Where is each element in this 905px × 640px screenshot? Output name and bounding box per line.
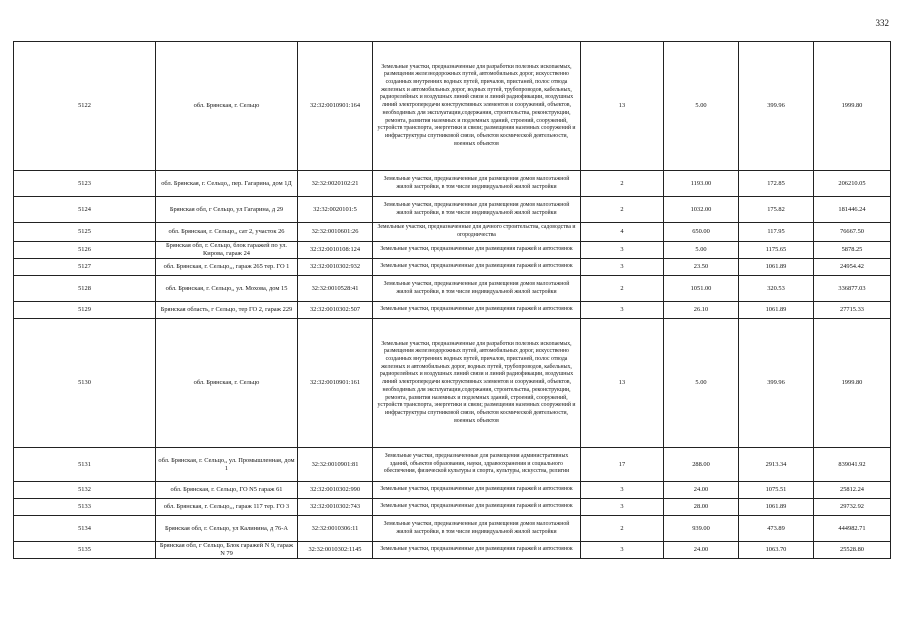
row-id: 5133 (14, 499, 156, 516)
table-row (14, 499, 891, 516)
cadastral-value-cell: 1999.80 (814, 319, 891, 448)
row-id: 5132 (14, 482, 156, 499)
area-cell: 24.00 (664, 542, 739, 559)
rate-cell: 172.85 (739, 171, 814, 197)
area-cell: 24.00 (664, 482, 739, 499)
table-row (14, 276, 891, 302)
cadastral-number-cell: 32:32:0010302:507 (298, 302, 373, 319)
land-use-cell: Земельные участки, предназначенные для размещения гаражей и автостоянок (373, 482, 581, 499)
cadastral-value-cell: 1999.80 (814, 42, 891, 171)
row-id: 5131 (14, 448, 156, 482)
use-code-cell: 2 (581, 276, 664, 302)
address-cell: обл. Брянская, г. Сельцо,,, гараж 265 тер. ГО 1 (156, 259, 298, 276)
cadastral-value-cell: 5878.25 (814, 242, 891, 259)
cadastral-number-cell: 32:32:0010901:161 (298, 319, 373, 448)
land-use-cell: Земельные участки, предназначенные для размещения гаражей и автостоянок (373, 259, 581, 276)
land-use-cell: Земельные участки, предназначенные для размещения гаражей и автостоянок (373, 242, 581, 259)
cadastral-value-cell: 181446.24 (814, 197, 891, 223)
row-id: 5135 (14, 542, 156, 559)
table-row (14, 516, 891, 542)
area-cell: 5.00 (664, 242, 739, 259)
address-cell: Брянская обл, г. Сельцо, блок гаражей по ул. Кирова, гараж 24 (156, 242, 298, 259)
use-code-cell: 4 (581, 223, 664, 242)
table-row (14, 302, 891, 319)
area-cell: 650.00 (664, 223, 739, 242)
area-cell: 5.00 (664, 42, 739, 171)
area-cell: 26.10 (664, 302, 739, 319)
address-cell: Брянская обл, г Сельцо, Блок гаражей N 9, гараж N 79 (156, 542, 298, 559)
cadastral-value-cell: 76667.50 (814, 223, 891, 242)
table-row (14, 223, 891, 242)
row-id: 5123 (14, 171, 156, 197)
use-code-cell: 2 (581, 197, 664, 223)
rate-cell: 399.96 (739, 42, 814, 171)
area-cell: 1193.00 (664, 171, 739, 197)
rate-cell: 473.89 (739, 516, 814, 542)
row-id: 5124 (14, 197, 156, 223)
cadastral-value-cell: 25812.24 (814, 482, 891, 499)
cadastral-number-cell: 32:32:0010901:81 (298, 448, 373, 482)
rate-cell: 1063.70 (739, 542, 814, 559)
page-number: 332 (875, 18, 889, 28)
row-id: 5122 (14, 42, 156, 171)
cadastral-number-cell: 32:32:0010302:990 (298, 482, 373, 499)
rate-cell: 175.82 (739, 197, 814, 223)
table-row (14, 242, 891, 259)
area-cell: 5.00 (664, 319, 739, 448)
use-code-cell: 17 (581, 448, 664, 482)
land-use-cell: Земельные участки, предназначенные для разработки полезных ископаемых, размещения железнодорожных путей, автомобильных дорог, искусственно созданных внутренних водных путей, причалов, пристаней, полос отвода железных и автомобильных дорог, водных путей, трубопроводов, кабельных, радиорелейных и воздушных линий связи и линий радиофикации, воздушных линий электропередачи конструктивных элементов и сооружений, объектов, необходимых для эксплуатации,содержания, строительства, реконструкции, ремонта, развития наземных и подземных зданий, строений, сооружений, устройств транспорта, энергетики и связи; размещения наземных сооружений и инфраструктуры спутниковой связи, объектов космической деятельности, военных объектов (373, 42, 581, 171)
cadastral-number-cell: 32:32:0010302:743 (298, 499, 373, 516)
cadastral-number-cell: 32:32:0010302:1145 (298, 542, 373, 559)
land-use-cell: Земельные участки, предназначенные для размещения гаражей и автостоянок (373, 499, 581, 516)
rate-cell: 320.53 (739, 276, 814, 302)
land-use-cell: Земельные участки, предназначенные для размещения домов малоэтажной жилой застройки, в том числе индивидуальной жилой застройки (373, 516, 581, 542)
use-code-cell: 13 (581, 319, 664, 448)
cadastral-number-cell: 32:32:0010901:164 (298, 42, 373, 171)
table-row (14, 319, 891, 448)
area-cell: 1051.00 (664, 276, 739, 302)
area-cell: 939.00 (664, 516, 739, 542)
cadastral-number-cell: 32:32:0010601:26 (298, 223, 373, 242)
table-row (14, 259, 891, 276)
cadastral-number-cell: 32:32:0010108:124 (298, 242, 373, 259)
cadastral-value-cell: 444982.71 (814, 516, 891, 542)
land-plots-table (13, 41, 891, 559)
use-code-cell: 3 (581, 542, 664, 559)
cadastral-value-cell: 336877.03 (814, 276, 891, 302)
cadastral-value-cell: 29732.92 (814, 499, 891, 516)
land-use-cell: Земельные участки, предназначенные для разработки полезных ископаемых, размещения железнодорожных путей, автомобильных дорог, искусственно созданных внутренних водных путей, причалов, пристаней, полос отвода железных и автомобильных дорог, водных путей, трубопроводов, кабельных, радиорелейных и воздушных линий связи и линий радиофикации, воздушных линий электропередачи конструктивных элементов и сооружений, объектов, необходимых для эксплуатации,содержания, строительства, реконструкции, ремонта, развития наземных и подземных зданий, строений, сооружений, устройств транспорта, энергетики и связи; размещения наземных сооружений и инфраструктуры спутниковой связи, объектов космической деятельности, военных объектов (373, 319, 581, 448)
table-row (14, 542, 891, 559)
use-code-cell: 3 (581, 482, 664, 499)
row-id: 5134 (14, 516, 156, 542)
cadastral-number-cell: 32:32:0010306:11 (298, 516, 373, 542)
row-id: 5130 (14, 319, 156, 448)
address-cell: Брянская обл, г Сельцо, ул Гагарина, д 29 (156, 197, 298, 223)
rate-cell: 2913.34 (739, 448, 814, 482)
land-use-cell: Земельные участки, предназначенные для размещения домов малоэтажной жилой застройки, в том числе индивидуальной жилой застройки (373, 197, 581, 223)
address-cell: обл. Брянская, г. Сельцо,, пер. Гагарина, дом 1Д (156, 171, 298, 197)
cadastral-number-cell: 32:32:0010302:932 (298, 259, 373, 276)
rate-cell: 117.95 (739, 223, 814, 242)
table-row (14, 197, 891, 223)
table-row (14, 171, 891, 197)
cadastral-value-cell: 839041.92 (814, 448, 891, 482)
rate-cell: 399.96 (739, 319, 814, 448)
cadastral-value-cell: 24954.42 (814, 259, 891, 276)
area-cell: 23.50 (664, 259, 739, 276)
address-cell: обл. Брянская, г. Сельцо,, ул. Мохова, дом 15 (156, 276, 298, 302)
use-code-cell: 3 (581, 259, 664, 276)
use-code-cell: 2 (581, 516, 664, 542)
address-cell: обл. Брянская, г. Сельцо,, ул. Промышленная, дом 1 (156, 448, 298, 482)
address-cell: обл. Брянская, г. Сельцо,,, гараж 117 тер. ГО 3 (156, 499, 298, 516)
row-id: 5125 (14, 223, 156, 242)
area-cell: 288.00 (664, 448, 739, 482)
area-cell: 28.00 (664, 499, 739, 516)
land-use-cell: Земельные участки, предназначенные для дачного строительства, садоводства и огородничества (373, 223, 581, 242)
land-use-cell: Земельные участки, предназначенные для размещения гаражей и автостоянок (373, 302, 581, 319)
address-cell: обл. Брянская, г. Сельцо (156, 42, 298, 171)
address-cell: обл. Брянская, г. Сельцо, ГО N5 гараж 61 (156, 482, 298, 499)
cadastral-value-cell: 206210.05 (814, 171, 891, 197)
row-id: 5129 (14, 302, 156, 319)
row-id: 5128 (14, 276, 156, 302)
land-use-cell: Земельные участки, предназначенные для размещения административных зданий, объектов образования, науки, здравоохранения и социального обеспечения, физической культуры и спорта, культуры, искусства, религии (373, 448, 581, 482)
row-id: 5126 (14, 242, 156, 259)
use-code-cell: 3 (581, 499, 664, 516)
rate-cell: 1175.65 (739, 242, 814, 259)
cadastral-value-cell: 27715.33 (814, 302, 891, 319)
table-row (14, 482, 891, 499)
address-cell: обл. Брянская, г. Сельцо (156, 319, 298, 448)
cadastral-number-cell: 32:32:0010528:41 (298, 276, 373, 302)
table-row (14, 448, 891, 482)
use-code-cell: 2 (581, 171, 664, 197)
use-code-cell: 3 (581, 242, 664, 259)
address-cell: Брянская обл, г. Сельцо, ул Калинина, д 76-А (156, 516, 298, 542)
land-use-cell: Земельные участки, предназначенные для размещения домов малоэтажной жилой застройки, в том числе индивидуальной жилой застройки (373, 171, 581, 197)
cadastral-value-cell: 25528.80 (814, 542, 891, 559)
land-use-cell: Земельные участки, предназначенные для размещения домов малоэтажной жилой застройки, в том числе индивидуальной жилой застройки (373, 276, 581, 302)
rate-cell: 1061.89 (739, 302, 814, 319)
table-row (14, 42, 891, 171)
land-use-cell: Земельные участки, предназначенные для размещения гаражей и автостоянок (373, 542, 581, 559)
use-code-cell: 3 (581, 302, 664, 319)
cadastral-number-cell: 32:32:0020102:21 (298, 171, 373, 197)
rate-cell: 1075.51 (739, 482, 814, 499)
address-cell: обл. Брянская, г. Сельцо,, сат 2, участок 26 (156, 223, 298, 242)
row-id: 5127 (14, 259, 156, 276)
rate-cell: 1061.89 (739, 259, 814, 276)
address-cell: Брянская область, г Сельцо, тер ГО 2, гараж 229 (156, 302, 298, 319)
rate-cell: 1061.89 (739, 499, 814, 516)
use-code-cell: 13 (581, 42, 664, 171)
cadastral-number-cell: 32:32:0020101:5 (298, 197, 373, 223)
area-cell: 1032.00 (664, 197, 739, 223)
